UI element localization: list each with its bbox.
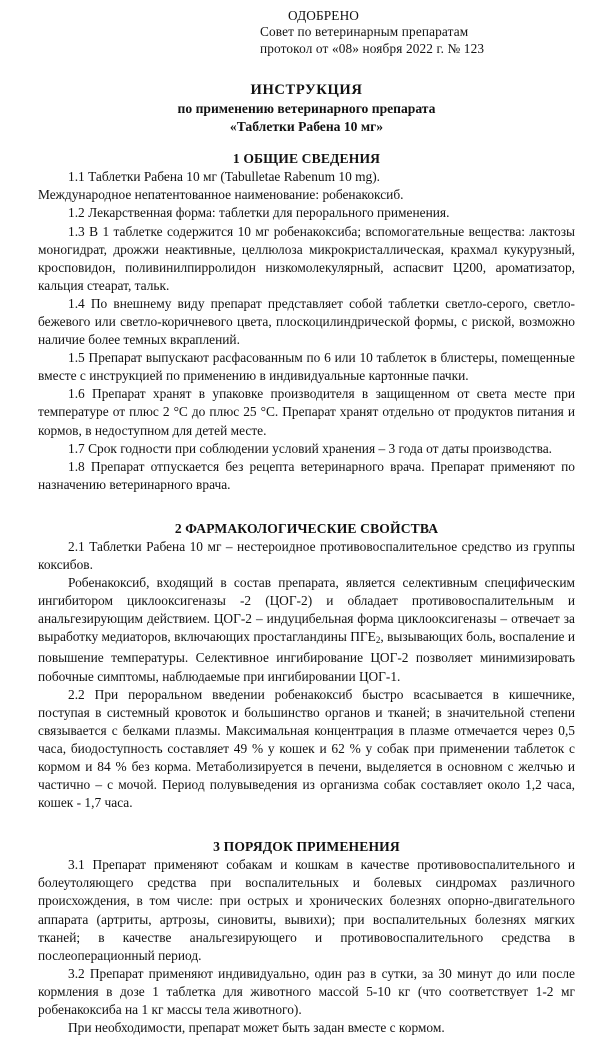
- paragraph-2-1: 2.1 Таблетки Рабена 10 мг – нестероидное противовоспалительное средство из группы коксибов.: [38, 538, 575, 572]
- paragraph-1-7: 1.7 Срок годности при соблюдении условий хранения – 3 года от даты производства.: [68, 440, 553, 456]
- document-title-line-3: «Таблетки Рабена 10 мг»: [229, 119, 384, 135]
- approval-block: [38, 8, 575, 57]
- paragraph-1-8: 1.8 Препарат отпускается без рецепта ветеринарного врача. Препарат применяют по назначению ветеринарного врача.: [38, 458, 575, 492]
- document-title: [38, 81, 575, 136]
- paragraph-2-1-detail: Робенакоксиб, входящий в состав препарата, является селективным специфическим ингибитором циклооксигеназы -2 (ЦОГ-2) и обладает противовоспалительным и анальгезирующим действием. ЦОГ-2 – индуцибельная форма циклооксигеназы – отвечает за выработку медиаторов, включающих простагландины $ПГЕ_2$, вызывающих боль, воспаление и повышение температуры. Селективное ингибирование ЦОГ-2 позволяет минимизировать побочные симптомы, наблюдаемые при ингибировании ЦОГ-1.: [38, 575, 576, 684]
- section-general-info: [38, 150, 575, 494]
- paragraph-1-4: 1.4 По внешнему виду препарат представляет собой таблетки светло-серого, светло-бежевого или светло-коричневого цвета, плоскоцилиндрической формы, с риской, возможно наличие более темных вкраплений.: [38, 295, 575, 348]
- paragraph-inn: Международное непатентованное наименование: робенакоксиб.: [38, 187, 404, 203]
- approval-line-1: ОДОБРЕНО: [288, 8, 360, 23]
- paragraph-3-note: При необходимости, препарат может быть задан вместе с кормом.: [68, 1020, 445, 1036]
- paragraph-2-2: 2.2 При пероральном введении робенакоксиб быстро всасывается в кишечнике, поступая в системный кровоток и большинство органов и тканей; в значительной степени связывается с белками плазмы. Максимальная концентрация в плазме отмечается через 0,5 часа, биодоступность составляет 49 % у кошек и 62 % у собак при применении таблеток с кормом и 84 % без корма. Метаболизируется в печени, выделяется в основном с желчью и частично – с мочой. Период полувыведения из организма собак составляет около 1,2 часа, кошек - 1,7 часа.: [38, 686, 575, 811]
- section-heading-2: 2 ФАРМАКОЛОГИЧЕСКИЕ СВОЙСТВА: [174, 520, 439, 536]
- approval-line-2: Совет по ветеринарным препаратам: [260, 24, 469, 40]
- paragraph-1-6: 1.6 Препарат хранят в упаковке производителя в защищенном от света месте при температуре от плюс 2 °С до плюс 25 °С. Препарат хранят отдельно от продуктов питания и кормов, в недоступном для детей месте.: [38, 386, 575, 438]
- paragraph-1-5: 1.5 Препарат выпускают расфасованным по 6 или 10 таблеток в блистеры, помещенные вместе с инструкцией по применению в индивидуальные картонные пачки.: [38, 350, 575, 384]
- section-heading-1: 1 ОБЩИЕ СВЕДЕНИЯ: [232, 151, 381, 167]
- section-pharmacological-properties: [38, 520, 575, 812]
- paragraph-1-2: 1.2 Лекарственная форма: таблетки для перорального применения.: [68, 205, 450, 221]
- document-title-line-2: по применению ветеринарного препарата: [177, 101, 436, 117]
- section-heading-3: 3 ПОРЯДОК ПРИМЕНЕНИЯ: [213, 839, 400, 855]
- document-title-line-1: ИНСТРУКЦИЯ: [250, 82, 363, 99]
- paragraph-1-3: 1.3 В 1 таблетке содержится 10 мг робенакоксиба; вспомогательные вещества: лактозы моногидрат, дрожжи неактивные, целлюлоза микрокристаллическая, крахмал кукурузный, кросповидон, поливинилпирролидон низкомолекулярный, аспасвит Ц200, ароматизатор, кальция стеарат, тальк.: [38, 223, 575, 293]
- paragraph-3-1: 3.1 Препарат применяют собакам и кошкам в качестве противовоспалительного и болеутоляющего средства при воспалительных и болевых синдромах различного происхождения, в том числе: при острых и хронических болезнях опорно-двигательного аппарата (артриты, артрозы, синовиты, вывихи); при воспалительных болезнях мягких тканей; в качестве анальгезирующего и противовоспалительного средства в послеоперационный период.: [38, 857, 575, 963]
- paragraph-3-2: 3.2 Препарат применяют индивидуально, один раз в сутки, за 30 минут до или после кормления в дозе 1 таблетка для животного массой 5-10 кг (что соответствует 1-2 мг робенакоксиба на 1 кг массы тела животного).: [38, 965, 575, 1018]
- approval-line-3: протокол от «08» ноября 2022 г. № 123: [260, 40, 485, 56]
- section-administration: [38, 838, 575, 1037]
- paragraph-1-1: 1.1 Таблетки Рабена 10 мг (Tabulletae Rabenum 10 mg).: [68, 169, 381, 185]
